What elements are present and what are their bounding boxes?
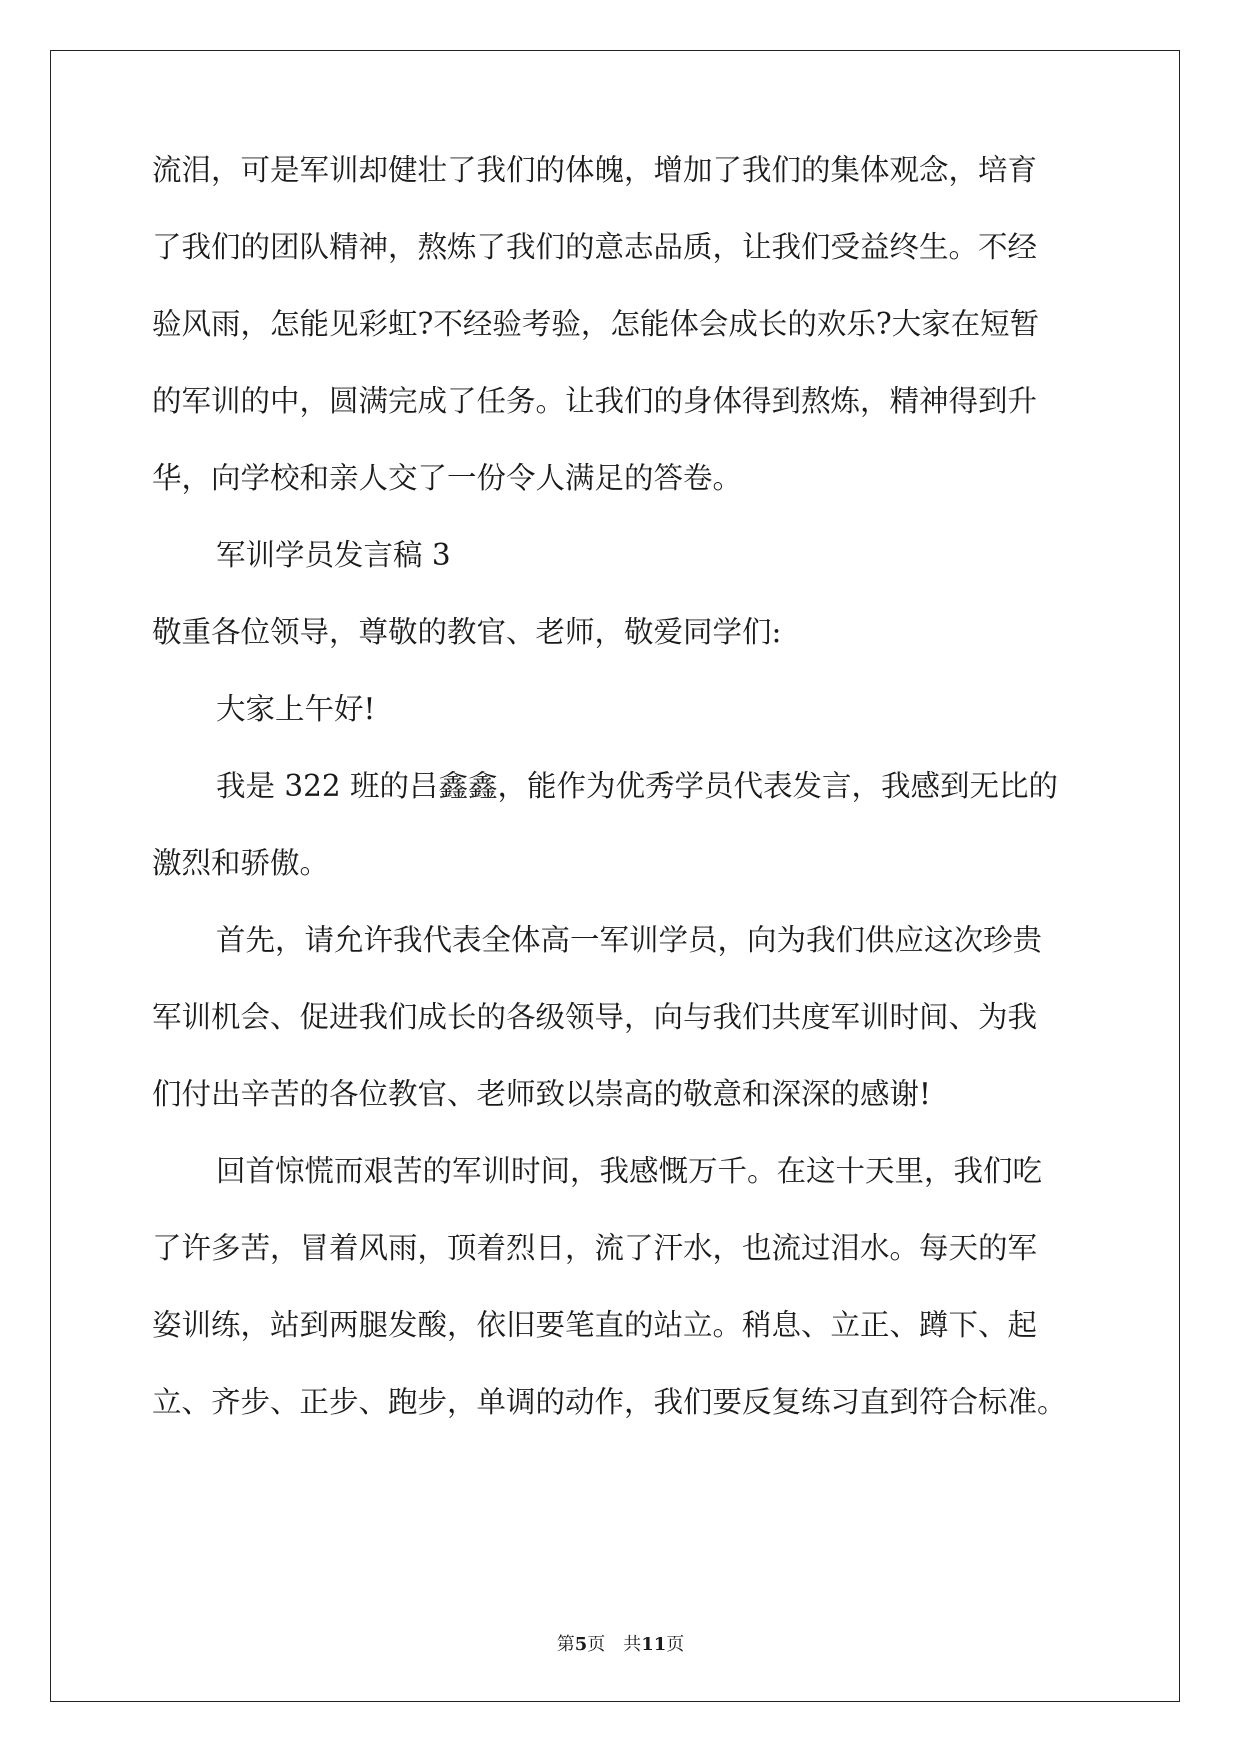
salutation-line: 敬重各位领导，尊敬的教官、老师，敬爱同学们: [152, 615, 782, 649]
paragraph-line: 了许多苦，冒着风雨，顶着烈日，流了汗水，也流过泪水。每天的军 [152, 1231, 1038, 1265]
paragraph-line: 立、齐步、正步、跑步，单调的动作，我们要反复练习直到符合标准。 [152, 1385, 1067, 1419]
current-page-number: 5 [574, 1634, 588, 1655]
paragraph-line: 首先，请允许我代表全体高一军训学员，向为我们供应这次珍贵 [216, 923, 1043, 957]
paragraph-line: 我是 322 班的吕鑫鑫，能作为优秀学员代表发言，我感到无比的 [216, 769, 1059, 803]
paragraph-line: 了我们的团队精神，熬炼了我们的意志品质，让我们受益终生。不经 [152, 230, 1038, 264]
paragraph-line: 军训机会、促进我们成长的各级领导，向与我们共度军训时间、为我 [152, 1000, 1038, 1034]
paragraph-line: 姿训练，站到两腿发酸，依旧要笔直的站立。稍息、立正、蹲下、起 [152, 1308, 1038, 1342]
section-heading: 军训学员发言稿 3 [216, 538, 451, 572]
total-prefix: 共 [623, 1634, 642, 1655]
page-prefix: 第 [556, 1634, 575, 1655]
total-page-number: 11 [641, 1634, 667, 1655]
paragraph-line: 验风雨，怎能见彩虹?不经验考验，怎能体会成长的欢乐?大家在短暂 [152, 307, 1040, 341]
paragraph-line: 们付出辛苦的各位教官、老师致以崇高的敬意和深深的感谢! [152, 1077, 931, 1111]
paragraph-line: 流泪，可是军训却健壮了我们的体魄，增加了我们的集体观念，培育 [152, 153, 1038, 187]
paragraph-line: 的军训的中，圆满完成了任务。让我们的身体得到熬炼，精神得到升 [152, 384, 1038, 418]
page-footer [0, 1630, 1241, 1656]
paragraph-line: 激烈和骄傲。 [152, 846, 330, 880]
paragraph-line: 华，向学校和亲人交了一份令人满足的答卷。 [152, 461, 743, 495]
total-unit: 页 [666, 1634, 685, 1655]
greeting-line: 大家上午好! [216, 692, 376, 726]
page-unit: 页 [587, 1634, 606, 1655]
paragraph-line: 回首惊慌而艰苦的军训时间，我感慨万千。在这十天里，我们吃 [216, 1154, 1043, 1188]
